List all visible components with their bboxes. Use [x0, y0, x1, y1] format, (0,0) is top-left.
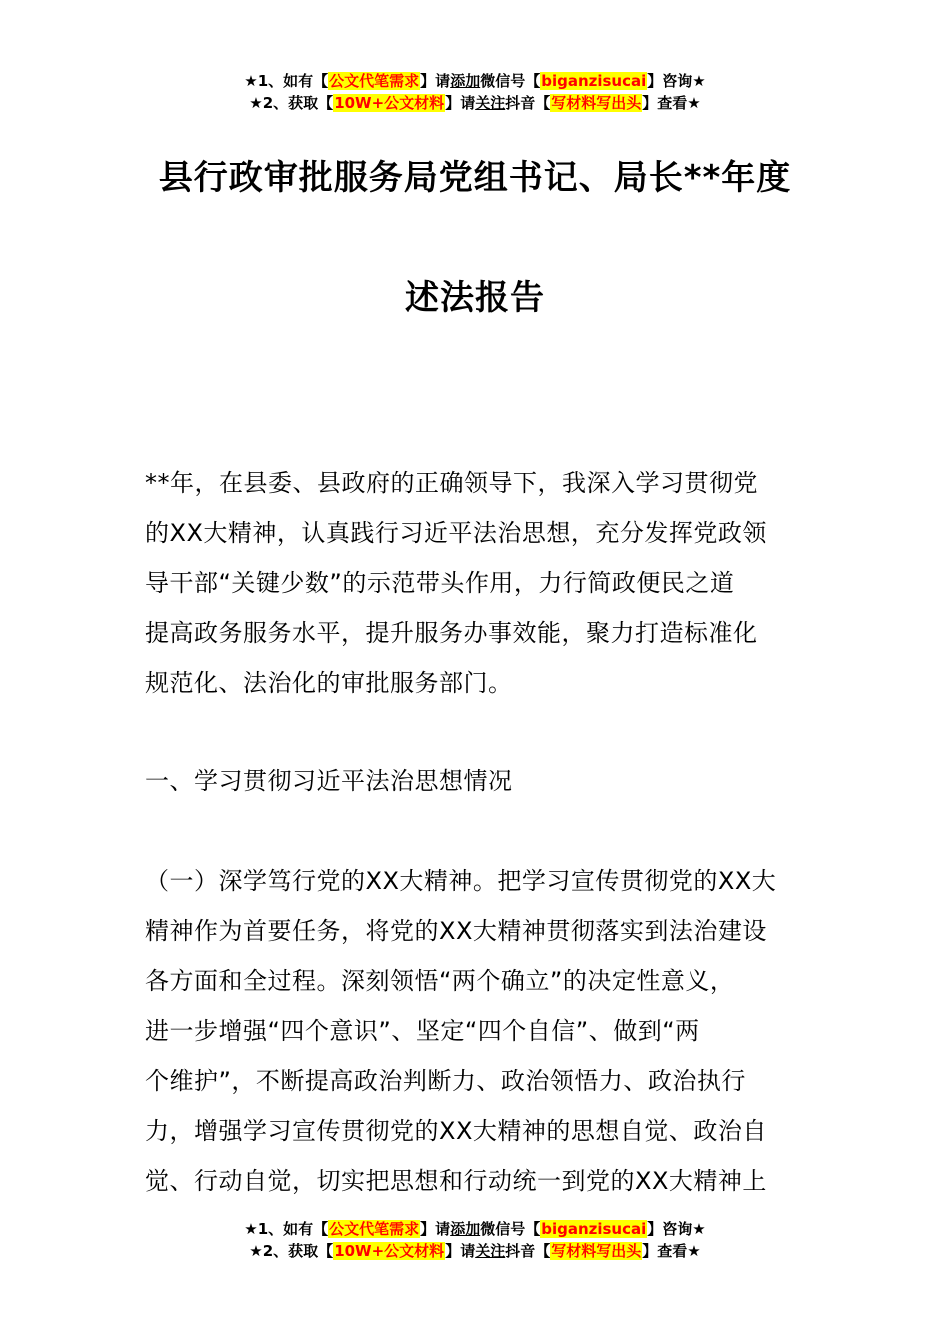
- banner-text: 】请: [445, 94, 476, 112]
- banner-highlight: 公文代笔需求: [329, 1220, 420, 1238]
- paragraph-line: 的XX大精神，认真践行习近平法治思想，充分发挥党政领: [145, 519, 767, 547]
- document-title-line-2: 述法报告: [405, 278, 545, 318]
- paragraph-line: 精神作为首要任务，将党的XX大精神贯彻落实到法治建设: [145, 917, 767, 945]
- banner-text: ★1、如有【: [244, 72, 329, 90]
- banner-underline: 添加: [450, 1220, 481, 1238]
- banner-line-2: [0, 92, 950, 114]
- banner-text: 微信号【: [480, 72, 541, 90]
- bottom-banner: [0, 1218, 950, 1262]
- banner-highlight: biganzisucai: [541, 72, 647, 90]
- paragraph-line: （一）深学笃行党的XX大精神。把学习宣传贯彻党的XX大: [145, 867, 777, 895]
- banner-text: 】查看★: [642, 1242, 701, 1260]
- banner-text: ★2、获取【: [249, 1242, 334, 1260]
- paragraph-line: 规范化、法治化的审批服务部门。: [145, 669, 513, 697]
- banner-highlight: 写材料写出头: [551, 94, 642, 112]
- banner-line-2: [0, 1240, 950, 1262]
- banner-text: 抖音【: [505, 94, 551, 112]
- paragraph-line: 提高政务服务水平，提升服务办事效能，聚力打造标准化: [145, 619, 758, 647]
- banner-text: 】请: [420, 1220, 451, 1238]
- banner-text: 】查看★: [642, 94, 701, 112]
- banner-text: 】咨询★: [647, 72, 706, 90]
- banner-highlight: 10W+公文材料: [334, 1242, 445, 1260]
- banner-highlight: 公文代笔需求: [329, 72, 420, 90]
- top-banner: [0, 70, 950, 114]
- banner-line-1: [0, 70, 950, 92]
- banner-underline: 关注: [475, 1242, 506, 1260]
- banner-underline: 添加: [450, 72, 481, 90]
- banner-highlight: 写材料写出头: [551, 1242, 642, 1260]
- paragraph-line: 觉、行动自觉，切实把思想和行动统一到党的XX大精神上: [145, 1167, 767, 1195]
- banner-underline: 关注: [475, 94, 506, 112]
- banner-line-1: [0, 1218, 950, 1240]
- paragraph-line: 个维护”，不断提高政治判断力、政治领悟力、政治执行: [145, 1067, 746, 1095]
- banner-highlight: biganzisucai: [541, 1220, 647, 1238]
- paragraph-line: 各方面和全过程。深刻领悟“两个确立”的决定性意义，: [145, 967, 735, 995]
- banner-text: ★2、获取【: [249, 94, 334, 112]
- banner-text: 抖音【: [505, 1242, 551, 1260]
- section-heading: [145, 756, 810, 806]
- paragraph-line: 力，增强学习宣传贯彻党的XX大精神的思想自觉、政治自: [145, 1117, 767, 1145]
- banner-highlight: 10W+公文材料: [334, 94, 445, 112]
- paragraph-line: 进一步增强“四个意识”、坚定“四个自信”、做到“两: [145, 1017, 700, 1045]
- intro-paragraph: [145, 458, 810, 708]
- section-paragraph: [145, 856, 810, 1206]
- banner-text: 】请: [445, 1242, 476, 1260]
- banner-text: ★1、如有【: [244, 1220, 329, 1238]
- section-heading-text: 一、学习贯彻习近平法治思想情况: [145, 767, 513, 795]
- document-title-line-1: 县行政审批服务局党组书记、局长**年度: [158, 158, 792, 198]
- banner-text: 微信号【: [480, 1220, 541, 1238]
- banner-text: 】请: [420, 72, 451, 90]
- paragraph-line: 导干部“关键少数”的示范带头作用，力行简政便民之道: [145, 569, 735, 597]
- paragraph-line: **年，在县委、县政府的正确领导下，我深入学习贯彻党: [145, 469, 758, 497]
- banner-text: 】咨询★: [647, 1220, 706, 1238]
